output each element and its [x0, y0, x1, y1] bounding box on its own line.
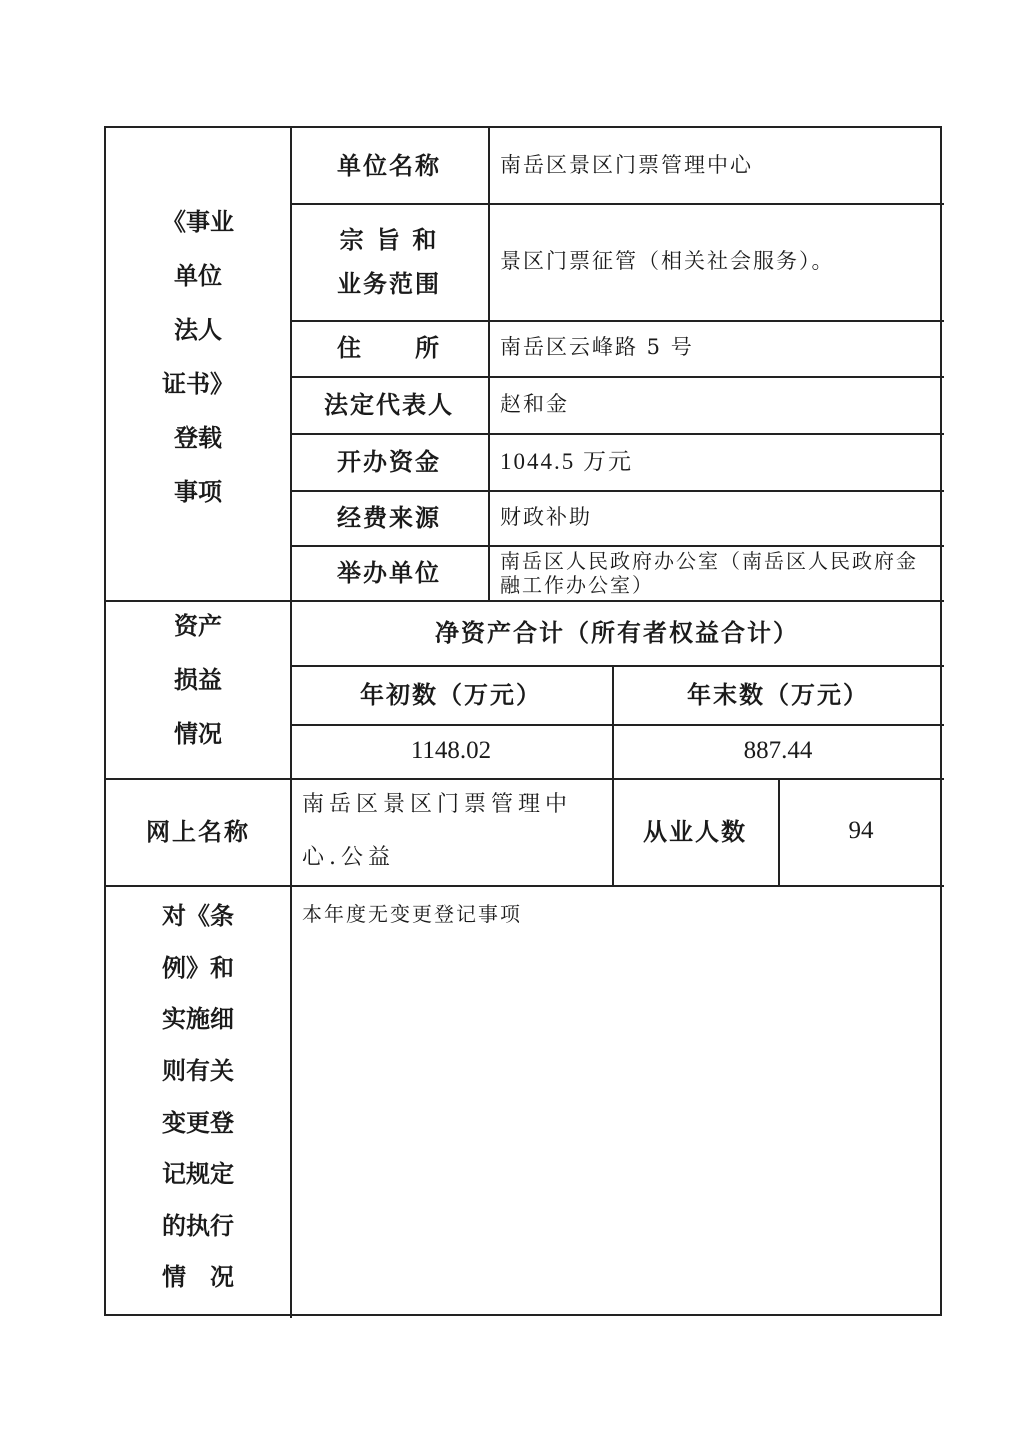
label-line: 例》和	[162, 952, 234, 982]
label-line: 实施细	[162, 1004, 234, 1034]
capital-label: 开办资金	[337, 446, 441, 476]
address-label: 住 所	[337, 333, 441, 363]
label-line: 对《条	[162, 901, 234, 930]
beginning-year-header: 年初数（万元）	[360, 679, 542, 709]
label-line: 则有关	[162, 1055, 234, 1085]
sponsor-value: 南岳区人民政府办公室（南岳区人民政府金融工作办公室）	[500, 548, 918, 597]
net-assets-header: 净资产合计（所有者权益合计）	[435, 617, 799, 647]
label-line: 宗 旨 和	[339, 225, 439, 255]
label-line: 损益	[174, 665, 222, 694]
funding-source-value: 财政补助	[500, 504, 592, 529]
address-value: 南岳区云峰路 5 号	[500, 335, 694, 360]
sponsor-label: 举办单位	[337, 557, 441, 587]
label-line: 《事业	[162, 207, 234, 236]
funding-source-label: 经费来源	[337, 502, 441, 532]
label-line: 资产	[174, 611, 222, 640]
label-line: 情况	[174, 719, 222, 748]
staff-count-value: 94	[848, 817, 874, 845]
legal-rep-label: 法定代表人	[324, 389, 454, 419]
unit-name-value: 南岳区景区门票管理中心	[500, 152, 753, 177]
label-line: 证书》	[162, 369, 234, 398]
label-line: 的执行	[162, 1210, 234, 1240]
end-year-value: 887.44	[743, 736, 813, 764]
label-line: 登载	[174, 423, 222, 452]
online-name-value: 南岳区景区门票管理中心.公益	[302, 791, 573, 870]
beginning-year-value: 1148.02	[410, 736, 492, 764]
compliance-section-label	[106, 888, 290, 1313]
assets-section-label	[106, 606, 290, 776]
label-line: 变更登	[162, 1107, 234, 1137]
unit-name-label: 单位名称	[337, 150, 441, 180]
purpose-scope-value: 景区门票征管（相关社会服务）。	[500, 248, 835, 273]
label-line: 记规定	[162, 1159, 234, 1189]
label-line: 情 况	[162, 1262, 234, 1292]
label-line: 法人	[174, 315, 222, 344]
staff-count-label: 从业人数	[643, 816, 747, 846]
end-year-header: 年末数（万元）	[687, 679, 869, 709]
label-line: 业务范围	[337, 268, 441, 298]
capital-value: 1044.5 万元	[500, 448, 633, 474]
compliance-value: 本年度无变更登记事项	[302, 902, 522, 926]
registration-form	[104, 126, 942, 1316]
purpose-scope-label	[290, 203, 488, 320]
label-line: 单位	[174, 261, 222, 290]
legal-rep-value: 赵和金	[500, 391, 569, 416]
online-name-label: 网上名称	[146, 816, 250, 846]
registration-section-label	[106, 198, 290, 538]
label-line: 事项	[174, 477, 222, 506]
